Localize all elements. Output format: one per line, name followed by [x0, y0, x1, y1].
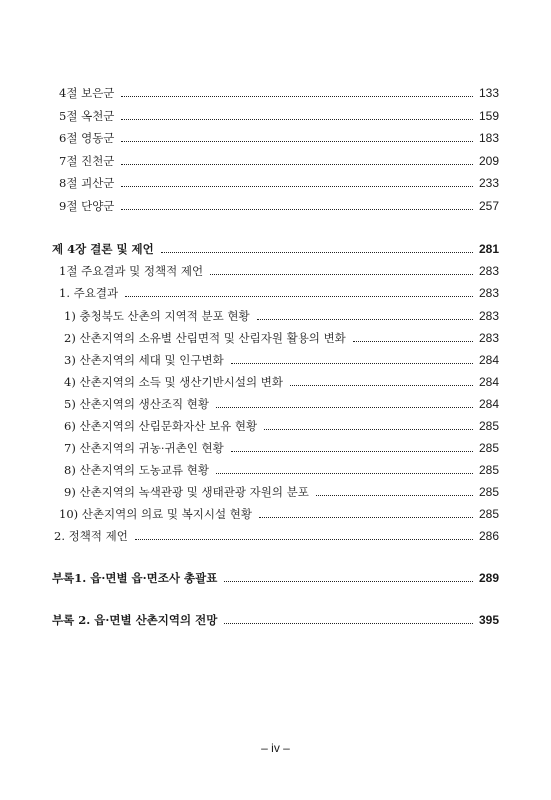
toc-entry-label: 1절 주요결과 및 정책적 제언: [59, 264, 204, 278]
toc-entry-label: 1. 주요결과: [59, 286, 119, 300]
toc-entry[interactable]: [54, 527, 499, 545]
dot-leader: [231, 449, 473, 452]
toc-entry-label: 제 4장 결론 및 제언: [52, 242, 154, 256]
toc-entry[interactable]: [59, 129, 499, 147]
dot-leader: [121, 139, 473, 142]
toc-entry-label: 6절 영동군: [59, 131, 115, 145]
toc-entry-label: 5절 옥천군: [59, 109, 115, 123]
toc-entry-page: 285: [478, 441, 499, 455]
toc-entry-label: 8절 괴산군: [59, 176, 115, 190]
dot-leader: [353, 339, 473, 342]
toc-entry-label: 2. 정책적 제언: [54, 529, 128, 543]
toc-entry[interactable]: [59, 84, 499, 102]
toc-entry-page: 285: [478, 463, 499, 477]
toc-entry[interactable]: [64, 417, 499, 435]
toc-entry-page: 286: [478, 529, 499, 543]
toc-entry-page: 289: [478, 571, 499, 585]
dot-leader: [161, 250, 473, 253]
toc-entry-label: 6) 산촌지역의 산림문화자산 보유 현황: [64, 419, 258, 433]
dot-leader: [216, 471, 473, 474]
dot-leader: [121, 94, 473, 97]
toc-entry-page: 284: [478, 397, 499, 411]
toc-entry-label: 부록1. 읍·면별 읍·면조사 총괄표: [52, 571, 218, 585]
toc-entry-label: 부록 2. 읍·면별 산촌지역의 전망: [52, 613, 218, 627]
toc-entry-page: 285: [478, 507, 499, 521]
toc-entry-label: 8) 산촌지역의 도농교류 현황: [64, 463, 209, 477]
toc-entry[interactable]: [59, 284, 499, 302]
toc-entry-label: 3) 산촌지역의 세대 및 인구변화: [64, 353, 224, 367]
toc-entry-page: 133: [478, 86, 499, 100]
toc-entry-page: 159: [478, 109, 499, 123]
toc-entry-page: 285: [478, 485, 499, 499]
dot-leader: [259, 515, 473, 518]
toc-entry-page: 281: [478, 242, 499, 256]
toc-entry-page: 233: [478, 176, 499, 190]
dot-leader: [231, 361, 473, 364]
toc-entry-page: 283: [478, 286, 499, 300]
toc-appendix-entry[interactable]: [52, 611, 499, 629]
toc-entry-page: 284: [478, 375, 499, 389]
dot-leader: [121, 184, 473, 187]
toc-entry-label: 7) 산촌지역의 귀농·귀촌인 현황: [64, 441, 224, 455]
toc-entry[interactable]: [59, 107, 499, 125]
toc-appendix-entry[interactable]: [52, 569, 499, 587]
dot-leader: [121, 207, 473, 210]
toc-entry[interactable]: [59, 262, 499, 280]
toc-entry[interactable]: [64, 439, 499, 457]
dot-leader: [316, 493, 473, 496]
toc-entry-label: 7절 진천군: [59, 154, 115, 168]
toc-entry[interactable]: [64, 461, 499, 479]
toc-entry-page: 395: [478, 613, 499, 627]
toc-entry[interactable]: [59, 174, 499, 192]
toc-entry-label: 9절 단양군: [59, 199, 115, 213]
toc-chapter-entry[interactable]: [52, 240, 499, 258]
toc-entry-page: 285: [478, 419, 499, 433]
toc-entry-label: 2) 산촌지역의 소유별 산림면적 및 산림자원 활용의 변화: [64, 331, 346, 345]
toc-entry-page: 284: [478, 353, 499, 367]
toc-entry[interactable]: [64, 307, 499, 325]
toc-entry-label: 1) 충청북도 산촌의 지역적 분포 현황: [64, 309, 250, 323]
dot-leader: [216, 405, 473, 408]
toc-entry[interactable]: [64, 373, 499, 391]
page-number: – iv –: [261, 741, 290, 755]
toc-entry-label: 10) 산촌지역의 의료 및 복지시설 현황: [59, 507, 252, 521]
dot-leader: [224, 621, 473, 624]
dot-leader: [121, 117, 473, 120]
dot-leader: [125, 294, 473, 297]
toc-entry-label: 5) 산촌지역의 생산조직 현황: [64, 397, 209, 411]
dot-leader: [290, 383, 473, 386]
dot-leader: [121, 162, 473, 165]
toc-entry[interactable]: [64, 351, 499, 369]
toc-entry-page: 283: [478, 309, 499, 323]
toc-entry-label: 4절 보은군: [59, 86, 115, 100]
toc-entry-page: 283: [478, 264, 499, 278]
dot-leader: [224, 579, 473, 582]
dot-leader: [264, 427, 473, 430]
toc-entry-page: 183: [478, 131, 499, 145]
toc-entry-page: 209: [478, 154, 499, 168]
toc-entry-page: 257: [478, 199, 499, 213]
toc-entry[interactable]: [59, 505, 499, 523]
toc-entry[interactable]: [59, 197, 499, 215]
dot-leader: [210, 272, 473, 275]
toc-entry[interactable]: [64, 395, 499, 413]
dot-leader: [135, 537, 473, 540]
toc-entry-label: 4) 산촌지역의 소득 및 생산기반시설의 변화: [64, 375, 283, 389]
toc-entry-page: 283: [478, 331, 499, 345]
toc-entry[interactable]: [64, 483, 499, 501]
toc-entry[interactable]: [64, 329, 499, 347]
toc-entry[interactable]: [59, 152, 499, 170]
toc-entry-label: 9) 산촌지역의 녹색관광 및 생태관광 자원의 분포: [64, 485, 309, 499]
dot-leader: [257, 317, 473, 320]
